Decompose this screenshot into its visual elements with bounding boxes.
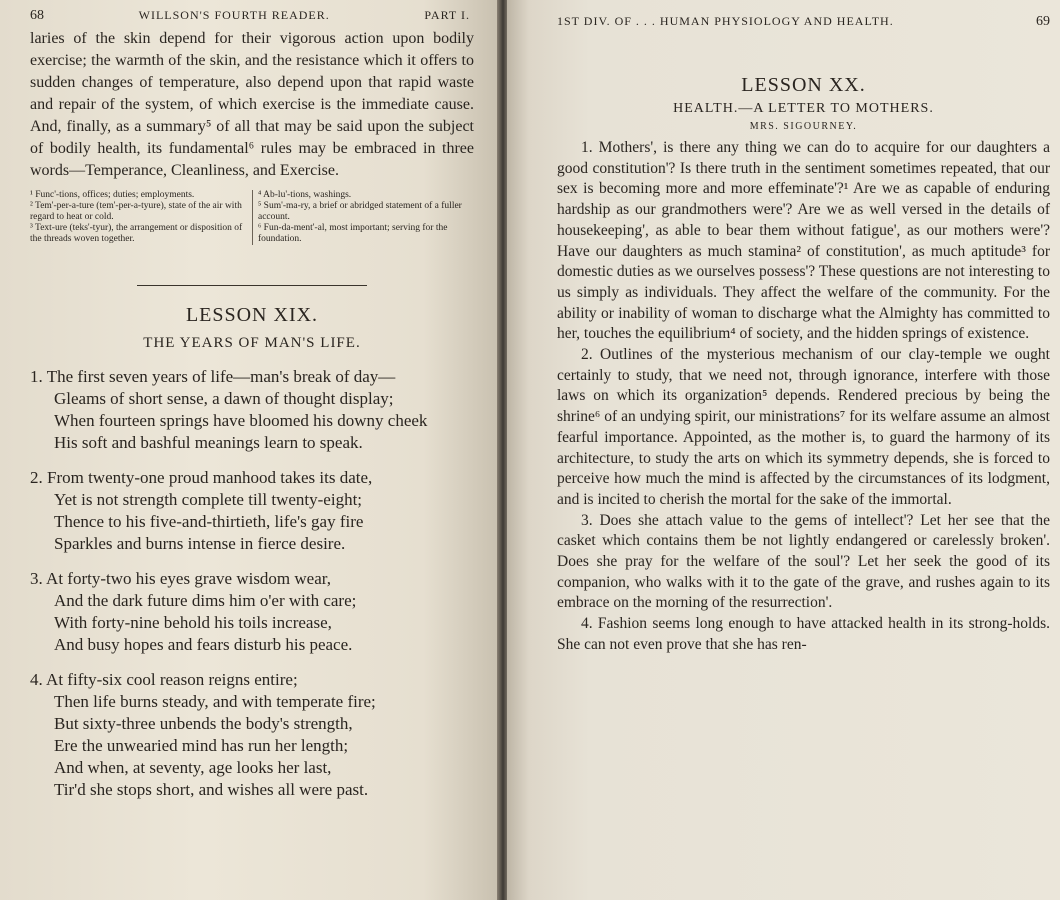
lesson-title: LESSON XX. [741,74,866,96]
lesson-paragraph: 1. Mothers', is there any thing we can do to acquire for our daughters a good constitution'? Is there truth in the sentiment sometimes repeated, that our sex is becoming more and more effeminate'?¹ Are we as capable of enduring hardship as our grandmothers were'? Are we as well versed in the details of housekeeping', as able to bear them without fatigue', as our mothers were'? Have our daughters as much stamina² of constitution', as much aptitude³ for domestic duties as we ourselves possess'? These questions are not interesting to us simply as individuals. They affect the welfare of the community. For the ability or inability of woman to discharge what the Almighty has committed to her, touches the equilibrium⁴ of society, and the hidden springs of existence. [557,139,1050,343]
poem-line: Sparkles and burns intense in fierce desire. [54,534,346,553]
lesson-author: MRS. SIGOURNEY. [749,121,858,132]
poem-line: And the dark future dims him o'er with care; [54,591,357,610]
book-title: WILLSON'S FOURTH READER. [138,8,330,22]
poem [30,366,474,801]
poem-line: 2. From twenty-one proud manhood takes its date, [30,468,373,487]
lesson-body [557,138,1050,656]
left-page [0,0,498,900]
part-label: PART I. [424,8,470,22]
poem-stanza [30,366,474,454]
section-heading: 1ST DIV. OF . . . HUMAN PHYSIOLOGY AND HEALTH. [557,14,894,28]
poem-stanza [30,467,474,555]
footnotes-column-left [30,190,252,245]
lesson-paragraph: 3. Does she attach value to the gems of intellect'? Let her see that the casket which contains them be not lightly endangered or carelessly broken'. Does she pray for the welfare of the soul'? Let her seek the good of its companion, who walks with it to the gate of the grave, and rushes again to its embrace on the morning of the resurrection'. [557,511,1050,612]
poem-line: His soft and bashful meanings learn to speak. [54,433,363,452]
poem-line: Thence to his five-and-thirtieth, life's gay fire [54,512,364,531]
footnotes-column-right [252,190,474,245]
continuation-text-block [30,28,474,182]
left-page-number: 68 [30,8,44,23]
footnote: ² Tem'-per-a-ture (tem'-per-a-tyure), state of the air with regard to heat or cold. [30,201,242,222]
poem-stanza [30,669,474,801]
footnote: ⁴ Ab-lu'-tions, washings. [258,190,352,200]
lesson-paragraph: 2. Outlines of the mysterious mechanism of our clay-temple we ought certainly to study, that we need not, through ignorance, interfere with those laws on which its organization⁵ depends. Rendered precious by being the shrine⁶ of an undying spirit, our ministrations⁷ for its welfare assume an almost fearful importance. Appointed, as the mother is, to guard the harmony of its architecture, to study the arts on which its symmetry depends, she is forced to perceive how much the mind is affected by the circumstances of its lodgment, and is incited to cherish the mortal for the sake of the immortal. [557,346,1050,508]
footnote: ¹ Func'-tions, offices; duties; employments. [30,190,195,200]
poem-line: Tir'd she stops short, and wishes all were past. [54,780,369,799]
poem-line: And when, at seventy, age looks her last, [54,758,332,777]
poem-line: Then life burns steady, and with temperate fire; [54,692,376,711]
lesson-subtitle: THE YEARS OF MAN'S LIFE. [143,335,361,351]
poem-line: Gleams of short sense, a dawn of thought display; [54,389,394,408]
lesson-title: LESSON XIX. [185,304,319,326]
right-running-head [557,14,1050,30]
poem-stanza [30,568,474,656]
poem-line: With forty-nine behold his toils increase, [54,613,332,632]
continuation-paragraph: laries of the skin depend for their vigorous action upon bodily exercise; the warmth of the skin, and the resistance which it offers to sudden changes of temperature, also depend upon that rapid waste and repair of the system, of which exercise is the immediate cause. And, finally, as a summary⁵ of all that may be said upon the subject of bodily health, its fundamental⁶ rules may be embraced in three words—Temperance, Cleanliness, and Exercise. [30,30,474,179]
right-page [507,0,1060,900]
left-running-head [30,8,474,24]
poem-line: When fourteen springs have bloomed his downy cheek [54,411,428,430]
right-page-number: 69 [1036,14,1050,29]
poem-line: And busy hopes and fears disturb his peace. [54,635,353,654]
poem-line: Yet is not strength complete till twenty-eight; [54,490,363,509]
lesson-subtitle: HEALTH.—A LETTER TO MOTHERS. [673,101,934,116]
lesson-paragraph: 4. Fashion seems long enough to have attacked health in its strong-holds. She can not even prove that she has ren- [557,615,1050,653]
poem-line: 1. The first seven years of life—man's break of day— [30,367,396,386]
footnote: ⁶ Fun-da-ment'-al, most important; serving for the foundation. [258,223,448,244]
poem-line: But sixty-three unbends the body's strength, [54,714,353,733]
section-divider [137,285,367,286]
footnote: ³ Text-ure (teks'-tyur), the arrangement or disposition of the threads woven together. [30,223,243,244]
poem-line: Ere the unwearied mind has run her length; [54,736,349,755]
left-footnotes [30,190,474,245]
poem-line: 3. At forty-two his eyes grave wisdom wear, [30,569,332,588]
poem-line: 4. At fifty-six cool reason reigns entire; [30,670,298,689]
footnote: ⁵ Sum'-ma-ry, a brief or abridged statement of a fuller account. [258,201,462,222]
